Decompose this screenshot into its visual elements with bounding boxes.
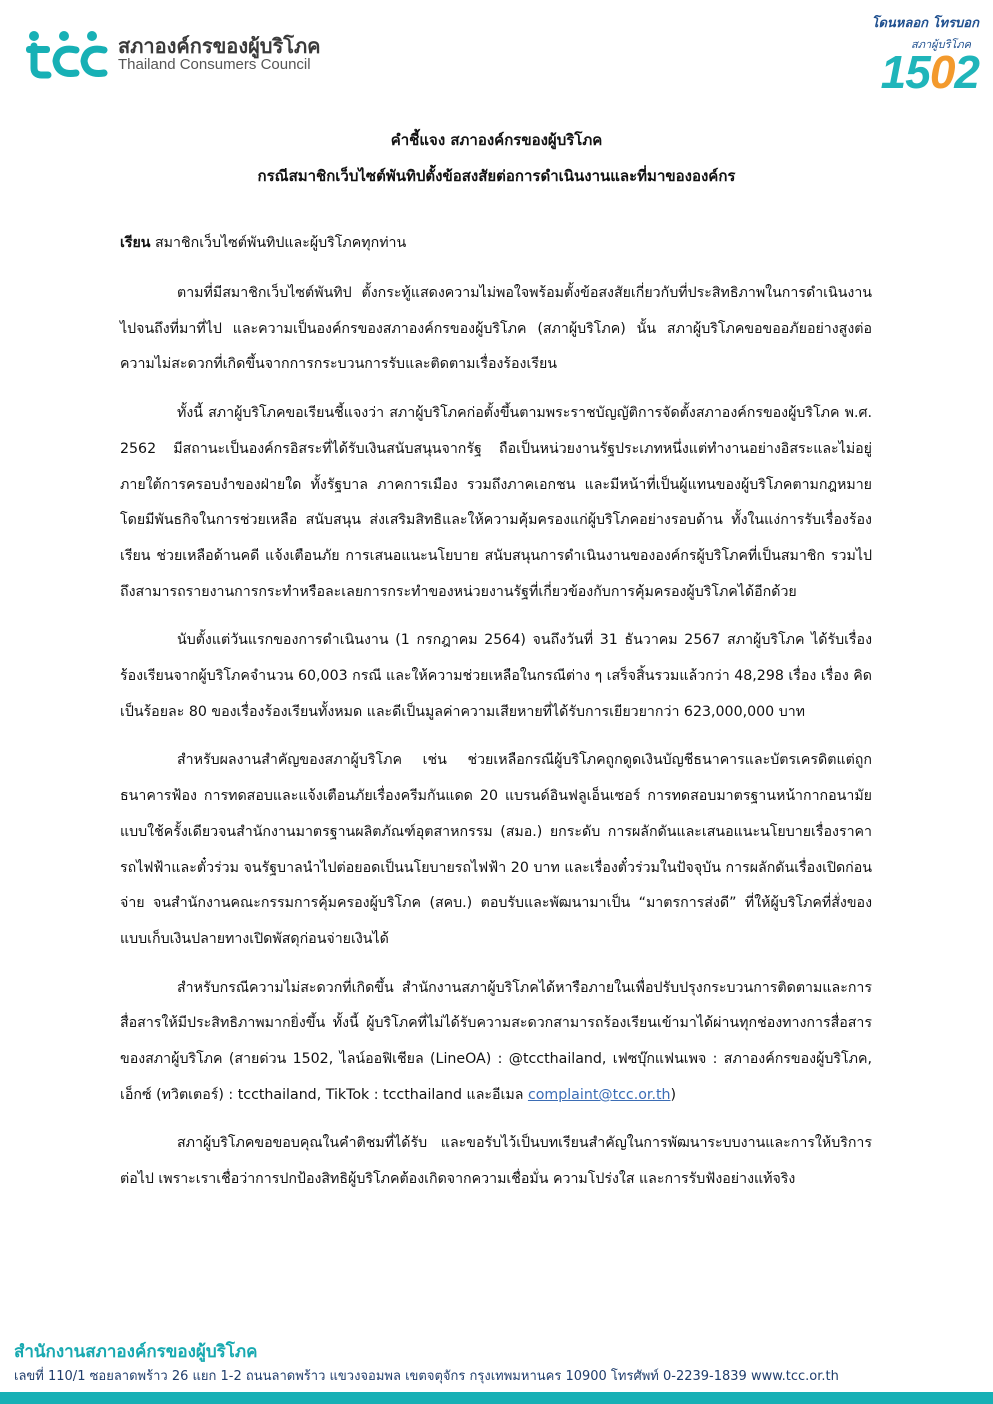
document-title: คำชี้แจง สภาองค์กรของผู้บริโภค <box>390 131 603 149</box>
paragraph-5-text: สำหรับกรณีความไม่สะดวกที่เกิดขึ้น สำนักงานสภาผู้บริโภคได้หารือภายในเพื่อปรับปรุงกระบวนการติดตามและการสื่อสารให้มีประสิทธิภาพมากยิ่งขึ้น ทั้งนี้ ผู้บริโภคที่ไม่ได้รับความสะดวกสามารถร้องเรียนเข้ามาได้ผ่านทุกช่องทางการสื่อสารของสภาผู้บริโภค (สายด่วน 1502, ไลน์ออฟิเชียล (LineOA) : @tccthailand, เฟซบุ๊กแฟนเพจ : สภาองค์กรของผู้บริโภค, เอ็กซ์ (ทวิตเตอร์) : tccthailand, TikTok : tccthailand และอีเมล <box>120 979 872 1103</box>
hotline-org: สภาผู้บริโภค <box>911 38 971 51</box>
tcc-logo-icon <box>24 28 108 80</box>
paragraph-5-end: ) <box>670 1086 677 1103</box>
paragraph-3: นับตั้งแต่วันแรกของการดำเนินงาน (1 กรกฎาคม 2564) จนถึงวันที่ 31 ธันวาคม 2567 สภาผู้บริโภค ได้รับเรื่องร้องเรียนจากผู้บริโภคจำนวน 60,003 กรณี และให้ความช่วยเหลือในกรณีต่าง ๆ เสร็จสิ้นรวมแล้วกว่า 48,298 เรื่อง เรื่อง คิดเป็นร้อยละ 80 ของเรื่องร้องเรียนทั้งหมด และดีเป็นมูลค่าความเสียหายที่ได้รับการเยียวยากว่า 623,000,000 บาท <box>120 632 872 720</box>
footer-bar <box>0 1392 993 1404</box>
hotline-digits-a: 15 <box>880 46 930 98</box>
hotline-number <box>849 46 979 98</box>
complaint-email-link[interactable]: complaint@tcc.or.th <box>527 1086 671 1103</box>
document-body <box>120 228 872 1211</box>
paragraph-5 <box>120 971 872 1114</box>
footer-address: เลขที่ 110/1 ซอยลาดพร้าว 26 แยก 1-2 ถนนลาดพร้าว แขวงจอมพล เขตจตุจักร กรุงเทพมหานคร 10900 โทรศัพท์ 0-2239-1839 www.tcc.or.th <box>14 1369 839 1384</box>
org-name-th: สภาองค์กรของผู้บริโภค <box>118 33 321 58</box>
hotline-digits-b: 0 <box>929 46 955 98</box>
org-name-en: Thailand Consumers Council <box>118 55 311 73</box>
org-logo <box>24 28 321 80</box>
paragraph-2: ทั้งนี้ สภาผู้บริโภคขอเรียนชี้แจงว่า สภาผู้บริโภคก่อตั้งขึ้นตามพระราชบัญญัติการจัดตั้งสภาองค์กรของผู้บริโภค พ.ศ. 2562 มีสถานะเป็นองค์กรอิสระที่ได้รับเงินสนับสนุนจากรัฐ ถือเป็นหน่วยงานรัฐประเภทหนึ่งแต่ทำงานอย่างอิสระและไม่อยู่ภายใต้การครอบงำของฝ่ายใด ทั้งรัฐบาล ภาคการเมือง รวมถึงภาคเอกชน และมีหน้าที่เป็นผู้แทนของผู้บริโภคตามกฎหมาย โดยมีพันธกิจในการช่วยเหลือ สนับสนุน ส่งเสริมสิทธิและให้ความคุ้มครองแก่ผู้บริโภคอย่างรอบด้าน ทั้งในแง่การรับเรื่องร้องเรียน ช่วยเหลือด้านคดี แจ้งเตือนภัย การเสนอแนะนโยบาย สนับสนุนการดำเนินงานขององค์กรผู้บริโภคที่เป็นสมาชิก รวมไปถึงสามารถรายงานการกระทำหรือละเลยการกระทำของหน่วยงานรัฐที่เกี่ยวข้องกับการคุ้มครองผู้บริโภคได้อีกด้วย <box>120 405 872 600</box>
salutation-text: สมาชิกเว็บไซต์พันทิปและผู้บริโภคทุกท่าน <box>150 235 407 251</box>
paragraph-1: ตามที่มีสมาชิกเว็บไซต์พันทิป ตั้งกระทู้แสดงความไม่พอใจพร้อมตั้งข้อสงสัยเกี่ยวกับที่ประสิทธิภาพในการดำเนินงาน ไปจนถึงที่มาที่ไป และความเป็นองค์กรของสภาองค์กรของผู้บริโภค (สภาผู้บริโภค) นั้น สภาผู้บริโภคขอขออภัยอย่างสูงต่อความไม่สะดวกที่เกิดขึ้นจากการกระบวนการรับและติดตามเรื่องร้องเรียน <box>120 285 872 373</box>
salutation <box>120 228 872 258</box>
paragraph-6: สภาผู้บริโภคขอขอบคุณในคำติชมที่ได้รับ และขอรับไว้เป็นบทเรียนสำคัญในการพัฒนาระบบงานและการให้บริการต่อไป เพราะเราเชื่อว่าการปกป้องสิทธิผู้บริโภคต้องเกิดจากความเชื่อมั่น ความโปร่งใส และการรับฟังอย่างแท้จริง <box>120 1135 872 1188</box>
footer-office-name: สำนักงานสภาองค์กรของผู้บริโภค <box>14 1342 258 1362</box>
salutation-label: เรียน <box>120 235 151 251</box>
hotline-logo <box>849 12 979 98</box>
paragraph-4: สำหรับผลงานสำคัญของสภาผู้บริโภค เช่น ช่วยเหลือกรณีผู้บริโภคถูกดูดเงินบัญชีธนาคารและบัตรเครดิตแต่ถูกธนาคารฟ้อง การทดสอบและแจ้งเตือนภัยเรื่องครีมกันแดด 20 แบรนด์อินฟลูเอ็นเซอร์ การทดสอบมาตรฐานหน้ากากอนามัยแบบใช้ครั้งเดียวจนสำนักงานมาตรฐานผลิตภัณฑ์อุตสาหกรรม (สมอ.) ยกระดับ การผลักดันและเสนอแนะนโยบายเรื่องราคารถไฟฟ้าและตั๋วร่วม จนรัฐบาลนำไปต่อยอดเป็นนโยบายรถไฟฟ้า 20 บาท และเรื่องตั๋วร่วมในปัจจุบัน การผลักดันเรื่องเปิดก่อนจ่าย จนสำนักงานคณะกรรมการคุ้มครองผู้บริโภค (สคบ.) ตอบรับและพัฒนามาเป็น “มาตรการส่งดี” ที่ให้ผู้บริโภคที่สั่งของแบบเก็บเงินปลายทางเปิดพัสดุก่อนจ่ายเงินได้ <box>120 752 872 947</box>
hotline-digits-c: 2 <box>954 46 979 98</box>
hotline-slogan: โดนหลอก โทรบอก <box>871 16 979 31</box>
document-subtitle: กรณีสมาชิกเว็บไซต์พันทิปตั้งข้อสงสัยต่อการดำเนินงานและที่มาขององค์กร <box>257 167 736 185</box>
